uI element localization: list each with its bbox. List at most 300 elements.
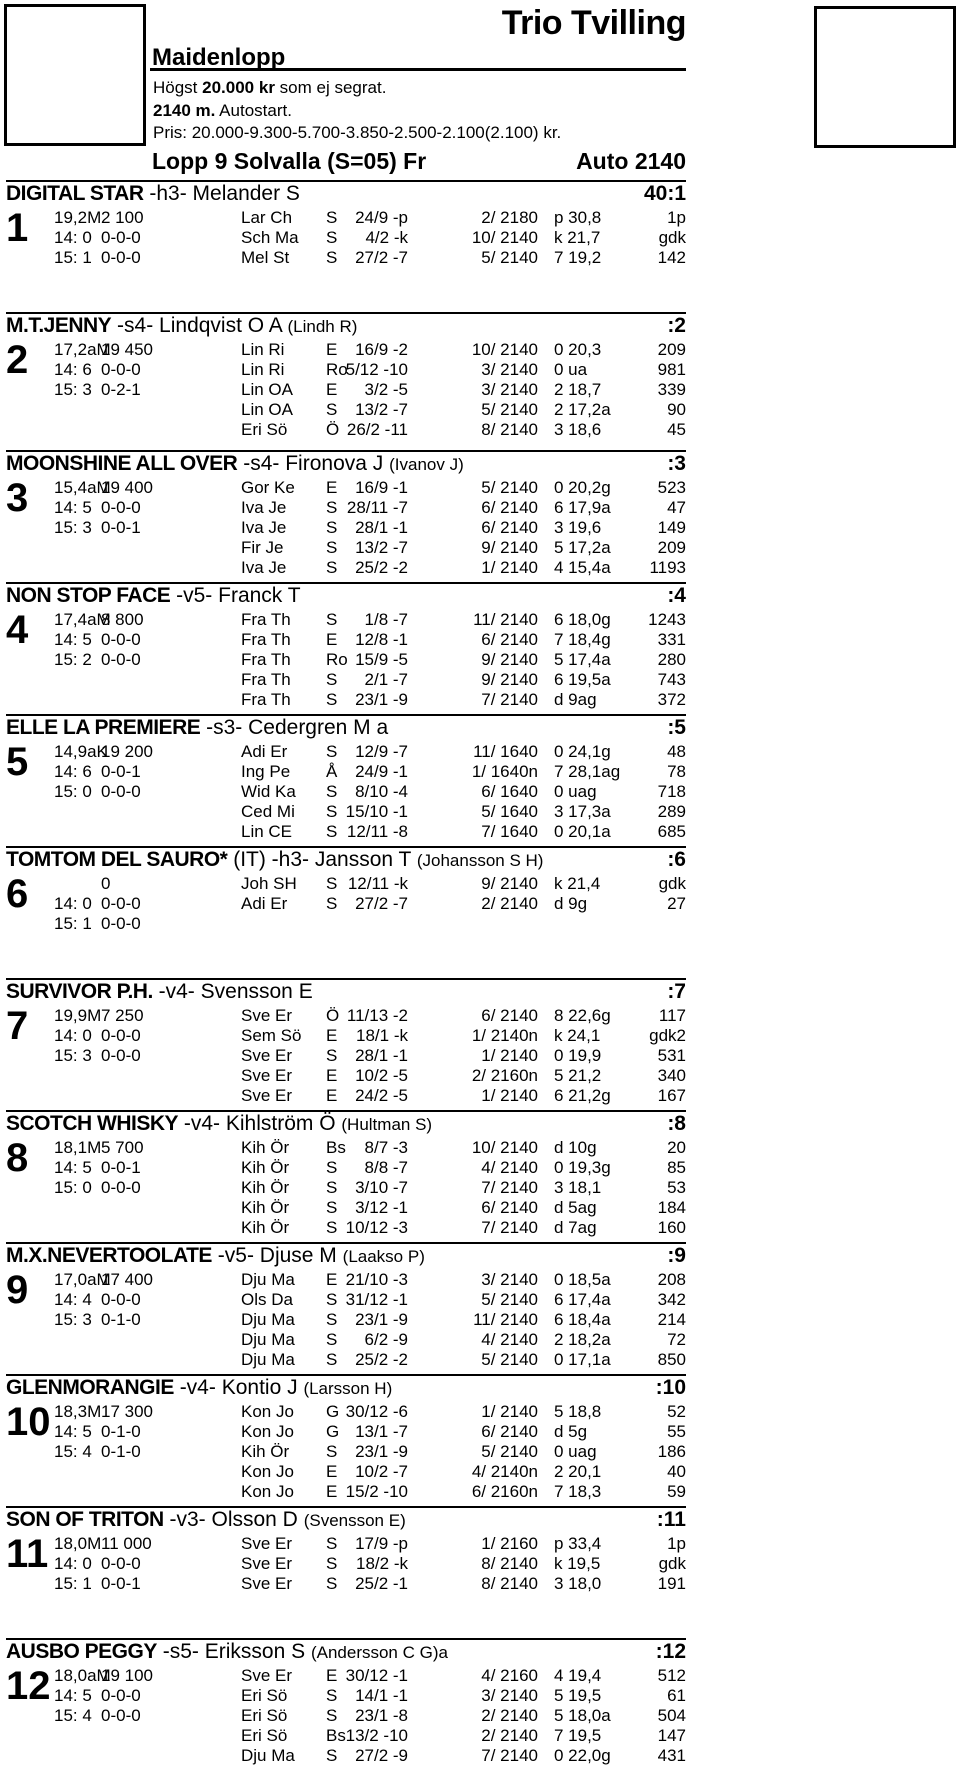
cell-earn: 0-0-0 bbox=[101, 782, 141, 801]
trainer-name: (Svensson E) bbox=[303, 1511, 406, 1530]
cell-dist: 1/ 2140n bbox=[471, 1026, 538, 1045]
horse-name: MOONSHINE ALL OVER bbox=[6, 452, 238, 475]
cell-earn: 11 000 bbox=[101, 1534, 152, 1553]
game-title: Trio Tvilling bbox=[501, 4, 686, 42]
cell-track: S bbox=[326, 1442, 338, 1461]
cell-drv: Kon Jo bbox=[241, 1402, 294, 1421]
result-row bbox=[6, 248, 686, 268]
cell-date: 27/2 -7 bbox=[355, 248, 408, 267]
horse-entry bbox=[6, 846, 686, 976]
cell-odds: 40 bbox=[667, 1462, 686, 1481]
cell-drv: Fra Th bbox=[241, 650, 291, 669]
result-row bbox=[6, 360, 686, 380]
cell-date: 13/1 -7 bbox=[355, 1422, 408, 1441]
cell-drv: Dju Ma bbox=[241, 1350, 295, 1369]
trainer-name: (Lindh R) bbox=[287, 317, 358, 336]
result-row bbox=[6, 1198, 686, 1218]
horse-code: -s4- bbox=[117, 314, 154, 337]
result-row bbox=[6, 1442, 686, 1462]
cell-earn: 8 800 bbox=[101, 610, 144, 629]
cell-dist: 1/ 2160 bbox=[481, 1534, 538, 1553]
cell-drv: Fra Th bbox=[241, 610, 291, 629]
horse-entry bbox=[6, 978, 686, 1108]
cell-time: 7 18,4g bbox=[554, 630, 611, 649]
trainer-name: (Laakso P) bbox=[342, 1247, 425, 1266]
cell-drv: Kih Ör bbox=[241, 1442, 290, 1461]
cell-track: S bbox=[326, 1686, 338, 1705]
result-row bbox=[6, 1218, 686, 1238]
cell-stat: 14: 5 bbox=[54, 630, 92, 649]
start-number: 7 bbox=[6, 1004, 29, 1048]
result-row bbox=[6, 538, 686, 558]
result-row bbox=[6, 762, 686, 782]
result-row bbox=[6, 1046, 686, 1066]
cell-drv: Iva Je bbox=[241, 518, 287, 537]
result-row bbox=[6, 782, 686, 802]
horse-entry bbox=[6, 312, 686, 442]
cell-dist: 6/ 2160n bbox=[471, 1482, 538, 1501]
cell-drv: Sve Er bbox=[241, 1534, 293, 1553]
cell-track: Bs bbox=[326, 1138, 346, 1157]
cell-time: d 5ag bbox=[554, 1198, 597, 1217]
horse-name: M.X.NEVERTOOLATE bbox=[6, 1244, 212, 1267]
condition-line-2: 2140 m. Autostart. bbox=[153, 101, 292, 120]
cell-stat: 14: 0 bbox=[54, 894, 92, 913]
cell-stat: 15: 3 bbox=[54, 1310, 92, 1329]
cell-date: 14/1 -1 bbox=[355, 1686, 408, 1705]
cell-earn: 0-1-0 bbox=[101, 1422, 141, 1441]
result-row bbox=[6, 1482, 686, 1502]
cell-earn: 0-0-0 bbox=[101, 1686, 141, 1705]
cell-dist: 2/ 2140 bbox=[481, 894, 538, 913]
cell-stat: 15: 1 bbox=[54, 914, 92, 933]
start-number: 1 bbox=[6, 206, 29, 250]
cell-dist: 7/ 2140 bbox=[481, 1178, 538, 1197]
cell-drv: Eri Sö bbox=[241, 1726, 288, 1745]
cell-earn: 0-0-0 bbox=[101, 228, 141, 247]
cell-track: S bbox=[326, 894, 338, 913]
race-name: Maidenlopp bbox=[152, 44, 286, 71]
cell-track: S bbox=[326, 802, 338, 821]
result-row bbox=[6, 914, 686, 934]
cell-odds: 342 bbox=[657, 1290, 686, 1309]
start-odds: :8 bbox=[667, 1112, 686, 1135]
cell-date: 15/9 -5 bbox=[355, 650, 408, 669]
cell-dist: 6/ 2140 bbox=[481, 518, 538, 537]
driver-name: Eriksson S bbox=[204, 1640, 306, 1663]
cell-date: 25/2 -2 bbox=[355, 1350, 408, 1369]
cell-earn: 5 700 bbox=[101, 1138, 144, 1157]
horse-entry bbox=[6, 1242, 686, 1372]
cell-earn: 0-0-0 bbox=[101, 914, 141, 933]
cell-dist: 3/ 2140 bbox=[481, 380, 538, 399]
cell-odds: 531 bbox=[657, 1046, 686, 1065]
cell-odds: 339 bbox=[657, 380, 686, 399]
cell-earn: 0-0-0 bbox=[101, 248, 141, 267]
cell-track: E bbox=[326, 1066, 338, 1085]
cell-stat: 14,9aK bbox=[54, 742, 108, 761]
driver-name: Svensson E bbox=[200, 980, 313, 1003]
horse-name: GLENMORANGIE bbox=[6, 1376, 174, 1399]
cell-stat: 15: 3 bbox=[54, 1046, 92, 1065]
entry-header bbox=[6, 716, 686, 740]
cell-drv: Adi Er bbox=[241, 894, 288, 913]
cell-date: 15/10 -1 bbox=[345, 802, 408, 821]
cell-drv: Iva Je bbox=[241, 498, 287, 517]
cell-dist: 5/ 2140 bbox=[481, 248, 538, 267]
result-row bbox=[6, 1746, 686, 1766]
cell-earn: 0 bbox=[101, 874, 111, 893]
cell-time: 2 20,1 bbox=[554, 1462, 602, 1481]
cell-date: 26/2 -11 bbox=[346, 420, 408, 439]
cell-stat: 15: 1 bbox=[54, 248, 92, 267]
cell-dist: 1/ 2140 bbox=[481, 1402, 538, 1421]
cell-date: 13/2 -7 bbox=[355, 400, 408, 419]
cell-dist: 4/ 2140 bbox=[481, 1158, 538, 1177]
cell-stat: 19,9M bbox=[54, 1006, 102, 1025]
cell-dist: 1/ 2140 bbox=[481, 558, 538, 577]
cell-track: E bbox=[326, 340, 338, 359]
cell-drv: Sve Er bbox=[241, 1086, 293, 1105]
driver-name: Fironova J bbox=[285, 452, 384, 475]
cell-drv: Fra Th bbox=[241, 630, 291, 649]
cell-odds: 47 bbox=[667, 498, 686, 517]
cell-date: 6/2 -9 bbox=[364, 1330, 408, 1349]
cell-track: S bbox=[326, 498, 338, 517]
cell-drv: Sve Er bbox=[241, 1046, 293, 1065]
cell-drv: Sve Er bbox=[241, 1574, 293, 1593]
cell-drv: Kon Jo bbox=[241, 1462, 294, 1481]
cell-time: d 10g bbox=[554, 1138, 597, 1157]
horse-entry bbox=[6, 450, 686, 580]
cell-stat: 14: 5 bbox=[54, 1158, 92, 1177]
cell-drv: Fir Je bbox=[241, 538, 284, 557]
cell-drv: Mel St bbox=[241, 248, 290, 267]
cell-odds: 718 bbox=[657, 782, 686, 801]
cell-drv: Sve Er bbox=[241, 1666, 293, 1685]
cell-date: 4/2 -k bbox=[365, 228, 408, 247]
cell-track: Ro bbox=[326, 360, 348, 379]
cell-time: d 9ag bbox=[554, 690, 597, 709]
cell-time: 3 18,1 bbox=[554, 1178, 602, 1197]
start-number: 11 bbox=[6, 1532, 49, 1576]
left-blank-box bbox=[4, 4, 146, 146]
cell-odds: 53 bbox=[667, 1178, 686, 1197]
cell-track: S bbox=[326, 1554, 338, 1573]
cell-track: S bbox=[326, 1574, 338, 1593]
cell-date: 8/10 -4 bbox=[355, 782, 408, 801]
cell-date: 12/8 -1 bbox=[355, 630, 408, 649]
cell-earn: 0-0-0 bbox=[101, 1554, 141, 1573]
cell-track: S bbox=[326, 1350, 338, 1369]
cell-time: k 24,1 bbox=[554, 1026, 601, 1045]
entry-header bbox=[6, 980, 686, 1004]
cell-date: 30/12 -6 bbox=[345, 1402, 408, 1421]
cell-drv: Kon Jo bbox=[241, 1482, 294, 1501]
cell-date: 28/1 -1 bbox=[355, 518, 408, 537]
cell-track: E bbox=[326, 1270, 338, 1289]
cell-drv: Lin Ri bbox=[241, 340, 285, 359]
cell-time: 5 19,5 bbox=[554, 1686, 602, 1705]
horse-code: -s3- bbox=[206, 716, 243, 739]
driver-name: Jansson T bbox=[314, 848, 411, 871]
start-odds: :9 bbox=[667, 1244, 686, 1267]
cell-dist: 3/ 2140 bbox=[481, 1686, 538, 1705]
cell-time: 0 uag bbox=[554, 1442, 597, 1461]
result-row bbox=[6, 208, 686, 228]
cell-time: d 7ag bbox=[554, 1218, 597, 1237]
entry-header bbox=[6, 1244, 686, 1268]
start-number: 9 bbox=[6, 1268, 29, 1312]
cell-odds: 523 bbox=[657, 478, 686, 497]
cell-earn: 0-0-0 bbox=[101, 498, 141, 517]
cell-odds: 209 bbox=[657, 340, 686, 359]
horse-code: -s5- bbox=[162, 1640, 199, 1663]
result-row bbox=[6, 610, 686, 630]
cell-earn: 7 250 bbox=[101, 1006, 144, 1025]
cell-date: 10/2 -5 bbox=[355, 1066, 408, 1085]
start-odds: :4 bbox=[667, 584, 686, 607]
cell-date: 27/2 -9 bbox=[355, 1746, 408, 1765]
cell-dist: 11/ 2140 bbox=[473, 610, 538, 629]
cell-earn: 2 100 bbox=[101, 208, 144, 227]
cell-odds: gdk2 bbox=[649, 1026, 686, 1045]
cell-track: Ro bbox=[326, 650, 348, 669]
cell-dist: 4/ 2160 bbox=[481, 1666, 538, 1685]
cell-dist: 6/ 2140 bbox=[481, 630, 538, 649]
result-row bbox=[6, 1402, 686, 1422]
cell-drv: Iva Je bbox=[241, 558, 287, 577]
cell-dist: 5/ 2140 bbox=[481, 1350, 538, 1369]
cell-date: 16/9 -1 bbox=[355, 478, 408, 497]
cell-earn: 0-0-0 bbox=[101, 630, 141, 649]
start-odds: :12 bbox=[655, 1640, 686, 1663]
start-number: 4 bbox=[6, 608, 29, 652]
entry-header bbox=[6, 1640, 686, 1664]
cell-stat: 15: 3 bbox=[54, 518, 92, 537]
cell-stat: 15: 4 bbox=[54, 1442, 92, 1461]
entry-header bbox=[6, 1376, 686, 1400]
cell-odds: 340 bbox=[657, 1066, 686, 1085]
cell-time: 6 18,0g bbox=[554, 610, 611, 629]
cell-drv: Lin CE bbox=[241, 822, 293, 841]
cell-date: 23/1 -9 bbox=[355, 1442, 408, 1461]
cell-drv: Dju Ma bbox=[241, 1270, 295, 1289]
cell-odds: 685 bbox=[657, 822, 686, 841]
cell-dist: 2/ 2180 bbox=[481, 208, 538, 227]
result-row bbox=[6, 822, 686, 842]
cell-track: E bbox=[326, 1666, 338, 1685]
cell-date: 30/12 -1 bbox=[345, 1666, 408, 1685]
cell-odds: 72 bbox=[667, 1330, 686, 1349]
cell-odds: gdk bbox=[658, 228, 686, 247]
cell-time: 0 ua bbox=[554, 360, 588, 379]
result-row bbox=[6, 420, 686, 440]
driver-name: Kontio J bbox=[221, 1376, 298, 1399]
cell-date: 16/9 -2 bbox=[355, 340, 408, 359]
cell-earn: 0-0-0 bbox=[101, 360, 141, 379]
cell-track: S bbox=[326, 1706, 338, 1725]
cell-date: 13/2 -10 bbox=[345, 1726, 408, 1745]
cell-dist: 3/ 2140 bbox=[481, 1270, 538, 1289]
cell-drv: Kih Ör bbox=[241, 1138, 290, 1157]
cell-odds: 90 bbox=[667, 400, 686, 419]
cell-odds: 280 bbox=[657, 650, 686, 669]
cell-odds: 331 bbox=[657, 630, 686, 649]
cell-earn: 19 450 bbox=[101, 340, 153, 359]
cell-odds: 208 bbox=[657, 1270, 686, 1289]
cell-drv: Lin OA bbox=[241, 400, 293, 419]
cell-drv: Adi Er bbox=[241, 742, 288, 761]
cell-drv: Lar Ch bbox=[241, 208, 293, 227]
cell-dist: 5/ 2140 bbox=[481, 1290, 538, 1309]
trainer-name: (Larsson H) bbox=[303, 1379, 393, 1398]
cell-drv: Ing Pe bbox=[241, 762, 291, 781]
cell-time: 3 17,3a bbox=[554, 802, 611, 821]
cell-stat: 14: 6 bbox=[54, 762, 92, 781]
cell-earn: 0-0-0 bbox=[101, 1026, 141, 1045]
driver-name: Djuse M bbox=[259, 1244, 337, 1267]
result-row bbox=[6, 498, 686, 518]
cell-dist: 6/ 1640 bbox=[481, 782, 538, 801]
cell-track: Ö bbox=[326, 420, 340, 439]
cell-time: 0 19,3g bbox=[554, 1158, 611, 1177]
cell-dist: 6/ 2140 bbox=[481, 498, 538, 517]
result-row bbox=[6, 1534, 686, 1554]
cell-earn: 0-0-0 bbox=[101, 1290, 141, 1309]
result-row bbox=[6, 1422, 686, 1442]
cell-dist: 7/ 2140 bbox=[481, 690, 538, 709]
race-info: Lopp 9 Solvalla (S=05) Fr bbox=[152, 148, 427, 174]
cell-date: 8/7 -3 bbox=[364, 1138, 408, 1157]
result-row bbox=[6, 742, 686, 762]
result-row bbox=[6, 1666, 686, 1686]
cell-date: 18/2 -k bbox=[356, 1554, 408, 1573]
cell-odds: 167 bbox=[657, 1086, 686, 1105]
cell-odds: 209 bbox=[657, 538, 686, 557]
cell-time: 7 19,2 bbox=[554, 248, 602, 267]
horse-name: M.T.JENNY bbox=[6, 314, 112, 337]
result-row bbox=[6, 1290, 686, 1310]
cell-drv: Lin Ri bbox=[241, 360, 285, 379]
trainer-name: (Johansson S H) bbox=[416, 851, 544, 870]
start-number: 5 bbox=[6, 740, 29, 784]
result-row bbox=[6, 650, 686, 670]
result-row bbox=[6, 690, 686, 710]
cell-dist: 5/ 2140 bbox=[481, 1442, 538, 1461]
horse-code: -v3- bbox=[169, 1508, 206, 1531]
cell-odds: 743 bbox=[657, 670, 686, 689]
cell-track: S bbox=[326, 690, 338, 709]
start-odds: :2 bbox=[667, 314, 686, 337]
cell-date: 12/11 -8 bbox=[346, 822, 408, 841]
cell-track: E bbox=[326, 380, 338, 399]
cell-time: 0 17,1a bbox=[554, 1350, 611, 1369]
cell-drv: Sch Ma bbox=[241, 228, 299, 247]
cell-odds: 52 bbox=[667, 1402, 686, 1421]
cell-dist: 5/ 1640 bbox=[481, 802, 538, 821]
cell-drv: Ced Mi bbox=[241, 802, 295, 821]
cell-track: S bbox=[326, 518, 338, 537]
cell-drv: Lin OA bbox=[241, 380, 293, 399]
cell-date: 24/9 -1 bbox=[355, 762, 408, 781]
cell-dist: 1/ 2140 bbox=[481, 1046, 538, 1065]
cell-date: 1/8 -7 bbox=[364, 610, 408, 629]
cell-time: 7 18,3 bbox=[554, 1482, 602, 1501]
cell-dist: 3/ 2140 bbox=[481, 360, 538, 379]
cell-dist: 7/ 2140 bbox=[481, 1218, 538, 1237]
cell-track: S bbox=[326, 1310, 338, 1329]
cell-odds: 149 bbox=[657, 518, 686, 537]
cell-time: k 21,4 bbox=[554, 874, 601, 893]
cell-earn: 19 100 bbox=[101, 1666, 153, 1685]
horse-code: -s4- bbox=[243, 452, 280, 475]
cell-date: 28/1 -1 bbox=[355, 1046, 408, 1065]
cell-track: S bbox=[326, 1218, 338, 1237]
cell-drv: Sve Er bbox=[241, 1006, 293, 1025]
result-row bbox=[6, 1178, 686, 1198]
cell-date: 3/2 -5 bbox=[364, 380, 408, 399]
cell-time: d 5g bbox=[554, 1422, 588, 1441]
cell-stat: 19,2M bbox=[54, 208, 102, 227]
cell-date: 28/11 -7 bbox=[346, 498, 408, 517]
cell-stat: 14: 0 bbox=[54, 228, 92, 247]
cell-track: E bbox=[326, 1482, 338, 1501]
condition-line-3: Pris: 20.000-9.300-5.700-3.850-2.500-2.100(2.100) kr. bbox=[153, 123, 562, 142]
start-odds: :3 bbox=[667, 452, 686, 475]
cell-track: Ö bbox=[326, 1006, 340, 1025]
cell-odds: 78 bbox=[667, 762, 686, 781]
header-rule bbox=[150, 68, 686, 71]
cell-time: 0 20,1a bbox=[554, 822, 611, 841]
cell-time: 7 28,1ag bbox=[554, 762, 621, 781]
cell-time: 4 15,4a bbox=[554, 558, 611, 577]
cell-time: 3 19,6 bbox=[554, 518, 602, 537]
cell-odds: 512 bbox=[657, 1666, 686, 1685]
driver-name: Melander S bbox=[192, 182, 300, 205]
cell-date: 10/2 -7 bbox=[355, 1462, 408, 1481]
cell-track: Å bbox=[326, 762, 338, 781]
cell-time: 6 17,4a bbox=[554, 1290, 611, 1309]
cell-odds: 191 bbox=[657, 1574, 686, 1593]
result-row bbox=[6, 1138, 686, 1158]
cell-dist: 8/ 2140 bbox=[481, 1574, 538, 1593]
result-row bbox=[6, 1310, 686, 1330]
cell-drv: Fra Th bbox=[241, 670, 291, 689]
cell-time: 3 18,6 bbox=[554, 420, 602, 439]
trainer-name: (Hultman S) bbox=[341, 1115, 433, 1134]
cell-date: 23/1 -9 bbox=[355, 690, 408, 709]
driver-name: Cedergren M a bbox=[248, 716, 389, 739]
cell-odds: 117 bbox=[658, 1006, 686, 1025]
cell-drv: Fra Th bbox=[241, 690, 291, 709]
cell-track: S bbox=[326, 1746, 338, 1765]
cell-time: 5 18,0a bbox=[554, 1706, 611, 1725]
cell-stat: 18,0M bbox=[54, 1534, 102, 1553]
horse-name: NON STOP FACE bbox=[6, 584, 171, 607]
cell-drv: Joh SH bbox=[241, 874, 297, 893]
cell-stat: 18,3M bbox=[54, 1402, 102, 1421]
start-number: 2 bbox=[6, 338, 29, 382]
result-row bbox=[6, 478, 686, 498]
cell-drv: Eri Sö bbox=[241, 1706, 288, 1725]
horse-name: ELLE LA PREMIERE bbox=[6, 716, 201, 739]
cell-stat: 14: 0 bbox=[54, 1554, 92, 1573]
cell-date: 3/12 -1 bbox=[355, 1198, 408, 1217]
cell-drv: Wid Ka bbox=[241, 782, 296, 801]
entry-header bbox=[6, 1508, 686, 1532]
horse-code: -v4- bbox=[179, 1376, 216, 1399]
